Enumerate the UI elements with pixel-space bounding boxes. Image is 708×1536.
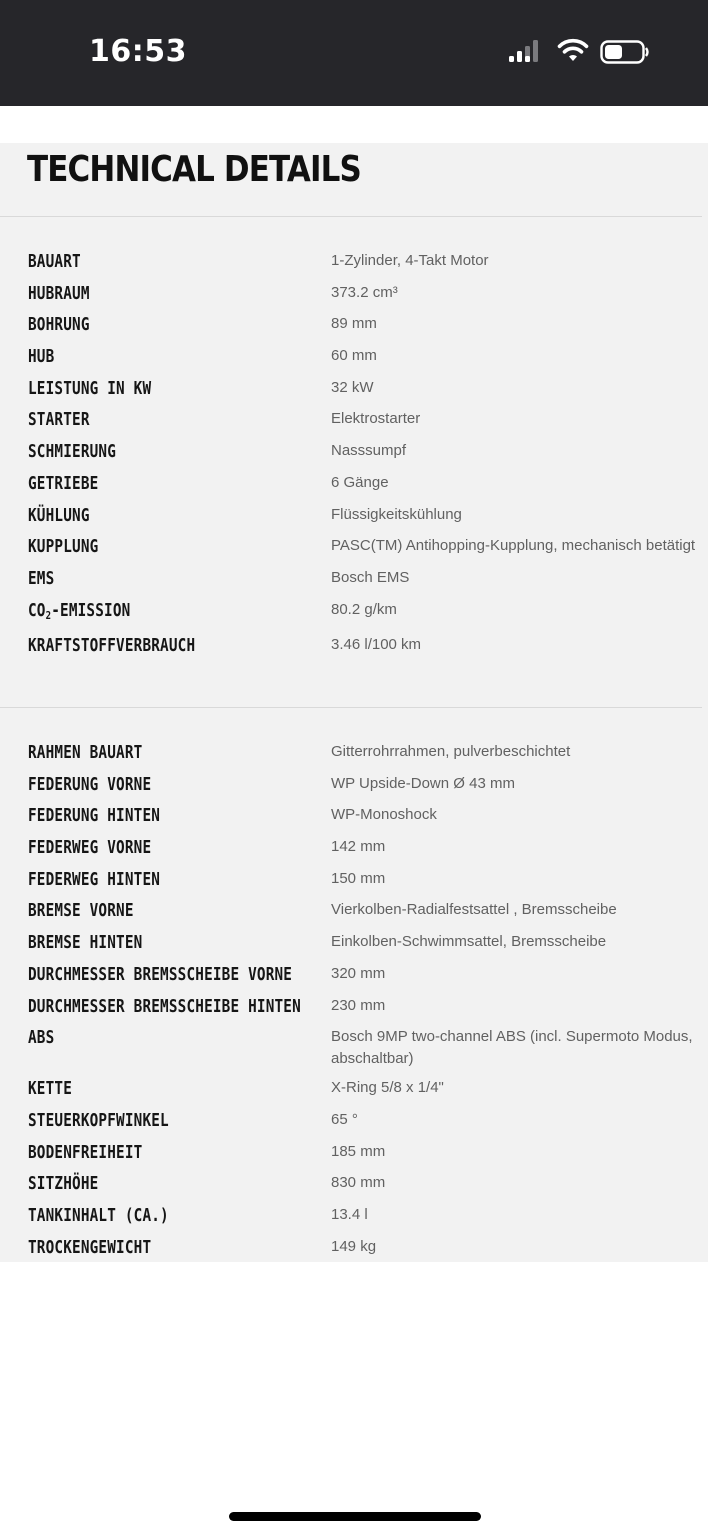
spec-value: Nasssumpf (331, 442, 407, 460)
spec-value: X-Ring 5/8 x 1/4" (331, 1079, 444, 1097)
spec-row-leistung (0, 377, 708, 409)
home-indicator[interactable] (229, 1512, 481, 1521)
spec-value: 1-Zylinder, 4-Takt Motor (331, 252, 489, 269)
spec-value: PASC(TM) Antihopping-Kupplung, mechanisch betätigt (331, 537, 696, 555)
spec-label (28, 601, 130, 622)
spec-label: HUBRAUM (28, 283, 90, 304)
spec-label-suffix: -EMISSION (51, 600, 131, 621)
spec-value: 149 kg (331, 1237, 377, 1255)
spec-label: EMS (28, 568, 55, 589)
spec-value: Bosch EMS (331, 568, 410, 586)
spec-label: BAUART (28, 252, 81, 272)
spec-value: 230 mm (331, 996, 386, 1014)
spec-row-bauart (0, 250, 708, 282)
spec-row-steuerkopfwinkel (0, 1109, 708, 1141)
chassis-specs-list (0, 741, 708, 1267)
page-title: TECHNICAL DETAILS (27, 149, 361, 190)
spec-row-kupplung (0, 535, 708, 567)
spec-label: BREMSE VORNE (28, 901, 134, 922)
spec-row-getriebe (0, 472, 708, 504)
spec-value: 32 kW (331, 378, 374, 396)
engine-specs-list (0, 250, 708, 666)
spec-label: BODENFREIHEIT (28, 1142, 143, 1163)
spec-row-bremse-vorne (0, 899, 708, 931)
spec-row-co2-emission (0, 599, 708, 631)
spec-row-sitzhoehe (0, 1172, 708, 1204)
spec-label-subscript: 2 (45, 608, 52, 622)
spec-row-schmierung (0, 440, 708, 472)
spec-value: Elektrostarter (331, 410, 421, 428)
spec-value: 60 mm (331, 347, 377, 365)
spec-value: Flüssigkeitskühlung (331, 505, 462, 523)
spec-value: Bosch 9MP two-channel ABS (incl. Supermoto Modus, abschaltbar) (331, 1028, 693, 1068)
spec-row-ems (0, 567, 708, 599)
spec-row-bremsscheibe-vorne (0, 963, 708, 995)
spec-label: KRAFTSTOFFVERBRAUCH (28, 636, 196, 657)
spec-row-bremsscheibe-hinten (0, 995, 708, 1027)
status-bar (0, 0, 708, 106)
spec-label: TANKINHALT (CA.) (28, 1205, 169, 1226)
spec-value: 150 mm (331, 869, 386, 887)
spec-value: Einkolben-Schwimmsattel, Bremsscheibe (331, 933, 607, 951)
spec-value: 320 mm (331, 964, 386, 982)
spec-label: KUPPLUNG (28, 537, 99, 558)
spec-label: ABS (28, 1028, 55, 1049)
spec-value: Gitterrohrrahmen, pulverbeschichtet (331, 743, 571, 760)
spec-value: 142 mm (331, 838, 386, 856)
spec-label: FEDERUNG HINTEN (28, 806, 161, 827)
spec-row-rahmen-bauart (0, 741, 708, 773)
spec-value: 3.46 l/100 km (331, 636, 422, 654)
spec-row-federweg-vorne (0, 836, 708, 868)
cellular-signal-icon (508, 38, 544, 64)
section-divider (0, 216, 702, 217)
status-time: 16:53 (89, 34, 187, 69)
wifi-icon (557, 38, 589, 64)
spec-row-bohrung (0, 313, 708, 345)
spec-row-federweg-hinten (0, 868, 708, 900)
spec-label: FEDERUNG VORNE (28, 774, 152, 795)
spec-row-bodenfreiheit (0, 1141, 708, 1173)
spec-label-prefix: CO (28, 600, 46, 621)
spec-label: RAHMEN BAUART (28, 743, 143, 763)
spec-value: 13.4 l (331, 1205, 368, 1223)
spec-label: HUB (28, 347, 55, 368)
spec-row-hub (0, 345, 708, 377)
spec-label: BREMSE HINTEN (28, 933, 143, 954)
technical-details-section (0, 143, 708, 1262)
spec-row-kuehlung (0, 504, 708, 536)
spec-value: WP Upside-Down Ø 43 mm (331, 774, 515, 792)
spec-label: FEDERWEG VORNE (28, 838, 152, 859)
spec-label: SCHMIERUNG (28, 442, 117, 463)
section-divider (0, 707, 702, 708)
battery-icon (600, 38, 650, 66)
spec-label: TROCKENGEWICHT (28, 1237, 152, 1258)
spec-label: STARTER (28, 410, 90, 431)
spec-label: STEUERKOPFWINKEL (28, 1110, 169, 1131)
spec-row-starter (0, 408, 708, 440)
spec-value: 185 mm (331, 1142, 386, 1160)
spec-label: BOHRUNG (28, 315, 90, 336)
spec-label: DURCHMESSER BREMSSCHEIBE VORNE (28, 964, 293, 985)
spec-row-abs (0, 1026, 708, 1077)
spec-value: 830 mm (331, 1174, 386, 1192)
spec-value: WP-Monoshock (331, 806, 437, 824)
spec-value: 6 Gänge (331, 473, 389, 491)
spec-row-trockengewicht (0, 1236, 708, 1268)
spec-row-kette (0, 1077, 708, 1109)
spec-row-federung-vorne (0, 773, 708, 805)
spec-label: KETTE (28, 1079, 73, 1100)
spec-label: LEISTUNG IN KW (28, 378, 152, 399)
spec-row-kraftstoffverbrauch (0, 634, 708, 666)
spec-label: DURCHMESSER BREMSSCHEIBE HINTEN (28, 996, 301, 1017)
spec-row-bremse-hinten (0, 931, 708, 963)
spec-value: 373.2 cm³ (331, 283, 398, 301)
spec-row-federung-hinten (0, 804, 708, 836)
spec-label: KÜHLUNG (28, 505, 90, 526)
spec-row-hubraum (0, 282, 708, 314)
spec-value: 65 ° (331, 1110, 358, 1128)
spec-value: 89 mm (331, 315, 377, 333)
spec-value: Vierkolben-Radialfestsattel , Bremsscheibe (331, 901, 617, 919)
spec-label: SITZHÖHE (28, 1174, 99, 1195)
spec-label: FEDERWEG HINTEN (28, 869, 161, 890)
spec-value: 80.2 g/km (331, 600, 397, 618)
spec-label: GETRIEBE (28, 473, 99, 494)
spec-row-tankinhalt (0, 1204, 708, 1236)
